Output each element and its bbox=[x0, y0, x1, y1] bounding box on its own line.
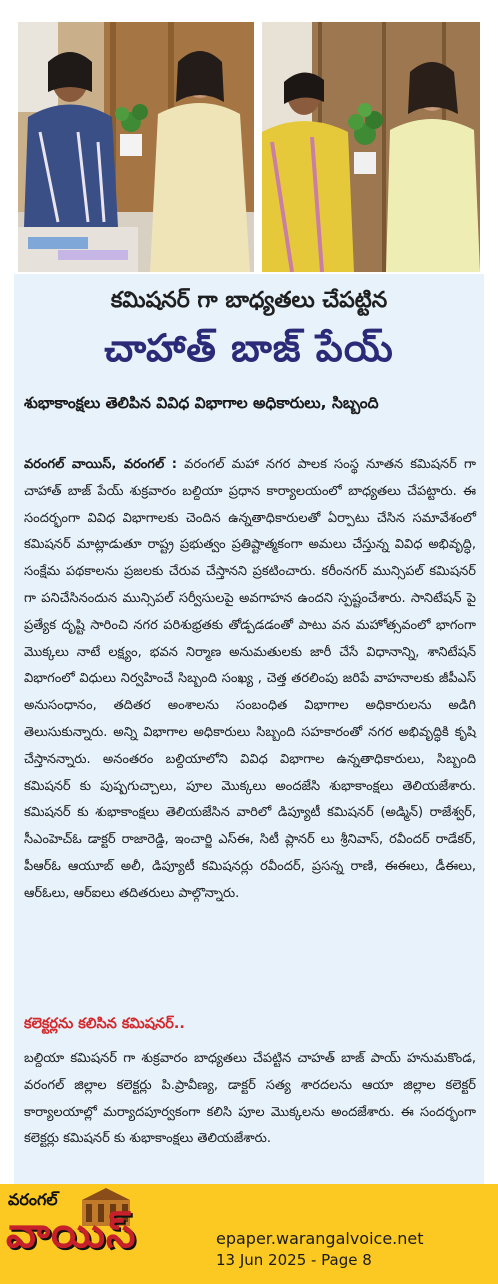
section-heading: కలెక్టర్లను కలిసిన కమిషనర్.. bbox=[24, 1016, 185, 1032]
photo-left bbox=[18, 22, 254, 272]
photo-right bbox=[262, 22, 480, 272]
article-body bbox=[24, 452, 476, 908]
article-block bbox=[14, 274, 484, 1184]
article-paragraph-2: బల్దియా కమిషనర్ గా శుక్రవారం బాధ్యతలు చేపట్టిన చాహత్ బాజ్ పాయ్ హనుమకొండ, వరంగల్ జిల్లాల కలెక్టర్లు పి.ప్రావీణ్య, డాక్టర్ సత్య శారదలను ఆయా జిల్లాల కలెక్టర్ కార్యాలయాల్లో మర్యాదపూర్వకంగా కలిసి పూల మొక్కలను అందజేశారు. ఈ సందర్భంగా కలెక్టర్లు కమిషనర్ కు శుభాకాంక్షలు తెలియజేశారు. bbox=[24, 1051, 476, 1147]
dateline: వరంగల్ వాయిస్, వరంగల్ : bbox=[24, 457, 177, 472]
logo-main-text: వాయిస్ bbox=[6, 1208, 137, 1257]
epaper-date-page: 13 Jun 2025 - Page 8 bbox=[216, 1251, 372, 1269]
photo-left-image bbox=[18, 22, 254, 272]
headline-line1: కమిషనర్ గా బాధ్యతలు చేపట్టిన bbox=[110, 288, 388, 313]
headline-line2: చాహాత్ బాజ్ పేయ్ bbox=[104, 326, 394, 370]
logo-top-text: వరంగల్ bbox=[8, 1190, 58, 1209]
epaper-url[interactable]: epaper.warangalvoice.net bbox=[216, 1229, 424, 1248]
photo-right-image bbox=[262, 22, 480, 272]
article-paragraph-1: వరంగల్ మహా నగర పాలక సంస్థ నూతన కమిషనర్ గా చాహాత్ బాజ్ పేయ్ శుక్రవారం బల్దియా ప్రధాన కార్యాలయంలో బాధ్యతలు చేపట్టారు. ఈ సందర్భంగా వివిధ విభాగాలకు చెందిన ఉన్నతాధికారులతో ఏర్పాటు చేసిన సమావేశంలో కమిషనర్ మాట్లాడుతూ రాష్ట్ర ప్రభుత్వం ప్రతిష్టాత్మకంగా అమలు చేస్తున్న వివిధ అభివృద్ధి, సంక్షేమ పథకాలను ప్రజలకు చేరువ చేస్తానని ప్రకటించారు. కరీంనగర్ మున్సిపల్ కమిషనర్ గా పనిచేసినందున మున్సిపల్ సర్వీసులపై అవగాహన ఉందని స్పష్టంచేశారు. సానిటేషన్ పై ప్రత్యేక దృష్టి సారించి నగర పరిశుభ్రతకు తోడ్పడడంతో పాటు వన మహోత్సవంలో భాగంగా మొక్కలు నాటే లక్ష్యం, భవన నిర్మాణ అనుమతులకు జారీ చేసే విధానాన్ని, శానిటేషన్ విభాగంలో విధులు నిర్వహించే సిబ్బంది సంఖ్య , చెత్త తరలింపు జరిపే వాహనాలకు జీపీఎస్ అనుసంధానం, తదితర అంశాలను సంబంధిత విభాగాల అధికారులను అడిగి తెలుసుకున్నారు. అన్ని విభాగాల అధికారులు సిబ్బంది సహకారంతో నగర అభివృద్ధికి కృషి చేస్తానన్నారు. అనంతరం బల్దియాలోని వివిధ విభాగాల ఉన్నతాధికారులు, సిబ్బంది కమిషనర్ కు పుష్పగుచ్చాలు, పూల మొక్కలు అందజేసి శుభాకాంక్షలు తెలియజేశారు. కమిషనర్ కు శుభాకాంక్షలు తెలియజేసిన వారిలో డిప్యూటీ కమిషనర్ (అడ్మిన్) రాజేశ్వర్, సీఎంహెచ్ఓ డాక్టర్ రాజారెడ్డి, ఇంచార్జి ఎస్ఈ, సిటీ ప్లానర్ లు శ్రీనివాస్, రవీందర్ రాడేకర్, పీఆర్ఓ ఆయూబ్ అలీ, డిప్యూటీ కమిషనర్లు రవీందర్, ప్రసన్న రాణి, ఈఈలు, డీఈలు, ఆర్ఓలు, ఆర్ఐలు తదితరులు పాల్గొన్నారు. bbox=[24, 457, 476, 901]
subheading: శుభాకాంక్షలు తెలిపిన వివిధ విభాగాల అధికారులు, సిబ్బంది bbox=[24, 394, 379, 412]
